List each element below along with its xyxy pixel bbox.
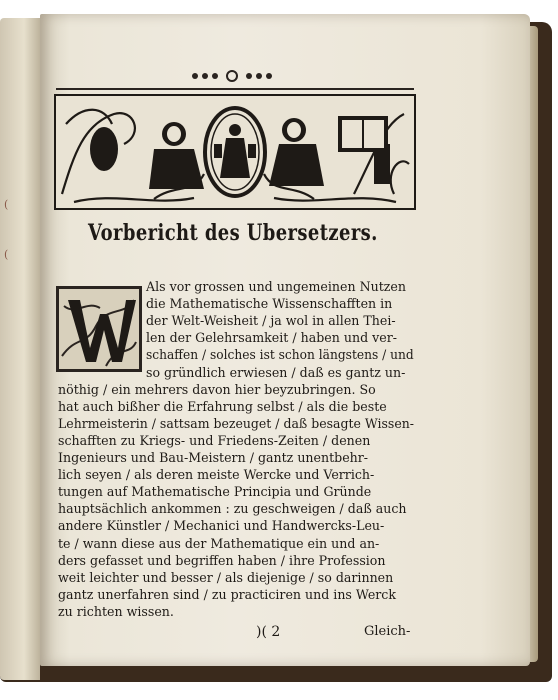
body-text-line: die Mathematische Wissenschafften in: [146, 296, 393, 312]
body-text-line: zu richten wissen.: [58, 604, 174, 619]
top-rule: [56, 88, 414, 90]
left-page-mark: (: [4, 248, 9, 261]
body-text-line: andere Künstler / Mechanici und Handwercks-Leu-: [58, 518, 385, 534]
body-text-line: tungen auf Mathematische Principia und Gründe: [58, 484, 372, 500]
body-text-line: te / wann diese aus der Mathematique ein und an-: [58, 535, 380, 551]
headpiece-engraving: [54, 94, 416, 210]
body-text-line: nöthig / ein mehrers davon hier beyzubringen. So: [58, 381, 376, 397]
body-text-line: der Welt-Weisheit / ja wol in allen Thei-: [146, 313, 396, 329]
body-text-line: weit leichter und besser / als diejenige / so darinnen: [58, 569, 394, 585]
body-text-line: so gründlich erwiesen / daß es gantz un-: [146, 364, 406, 380]
decorated-initial-w-icon: [56, 286, 142, 372]
body-text-line: schafften zu Kriegs- und Friedens-Zeiten / denen: [58, 432, 371, 448]
body-text-line: Ingenieurs und Bau-Meistern / gantz unentbehr-: [58, 450, 369, 466]
catchword: Gleich-: [364, 624, 411, 639]
body-text-line: Lehrmeisterin / sattsam bezeuget / daß besagte Wissen-: [58, 415, 414, 431]
body-text-line: Als vor grossen und ungemeinen Nutzen: [146, 279, 406, 294]
body-text-line: hauptsächlich ankommen : zu geschweigen / daß auch: [58, 501, 407, 517]
top-ornament: [187, 69, 277, 83]
left-page-mark: (: [4, 198, 9, 211]
body-text-line: lich seyen / als deren meiste Wercke und Verrich-: [58, 467, 375, 483]
body-text-line: gantz unerfahren sind / zu practiciren und ins Werck: [58, 586, 396, 602]
ornament-icon: [187, 69, 277, 83]
signature-mark: )( 2: [256, 624, 281, 640]
left-page-edge: [0, 18, 40, 680]
body-text-line: ders gefasset und begriffen haben / ihre Profession: [58, 552, 386, 568]
body-text-line: hat auch bißher die Erfahrung selbst / als die beste: [58, 398, 387, 414]
body-text-line: schaffen / solches ist schon längstens / und: [146, 347, 414, 363]
body-text-line: len der Gelehrsamkeit / haben und ver-: [146, 330, 397, 346]
page-title: Vorbericht des Ubersetzers.: [88, 220, 378, 246]
